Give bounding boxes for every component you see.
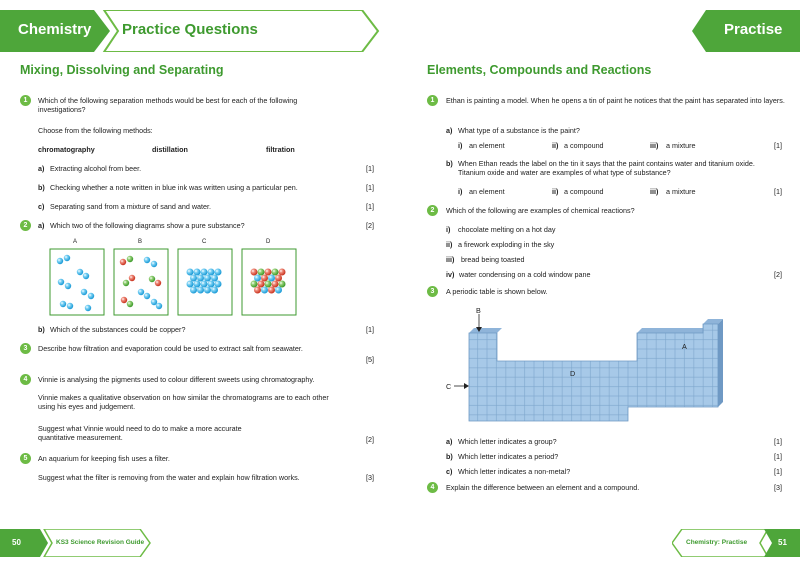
diagram-c (178, 249, 232, 315)
part-label: a) (38, 221, 45, 230)
part-text: Which two of the following diagrams show a pure substance? (50, 221, 245, 230)
diagram-d (242, 249, 296, 315)
question-text: Explain the difference between an element and a compound. (446, 483, 640, 492)
question-number: 5 (20, 453, 31, 464)
practise-tab-label: Practise (724, 21, 783, 38)
option-label: i) (458, 141, 463, 150)
left-section-heading: Mixing, Dissolving and Separating (20, 63, 224, 77)
marks: [1] (774, 467, 782, 476)
option-label: ii) (552, 187, 559, 196)
marks: [1] (366, 183, 374, 192)
part-label: a) (38, 164, 45, 173)
part-text: Separating sand from a mixture of sand and water. (50, 202, 212, 211)
diagram-label-b: B (138, 239, 143, 245)
part-text: Which letter indicates a non-metal? (458, 467, 571, 476)
part-text: Checking whether a note written in blue ink was written using a particular pen. (50, 183, 298, 192)
question-number: 3 (20, 343, 31, 354)
marks: [1] (774, 452, 782, 461)
marks: [3] (366, 473, 374, 482)
question-text: Vinnie is analysing the pigments used to colour different sweets using chromatography. (38, 375, 315, 384)
option-label: iii) (650, 187, 659, 196)
question-text: Suggest what Vinnie would need to do to make a more accurate quantitative measurement. (38, 424, 242, 442)
marks: [1] (774, 141, 782, 150)
method-option: filtration (266, 145, 295, 154)
part-text: Which of the substances could be copper? (50, 325, 186, 334)
marks: [5] (366, 355, 374, 364)
part-label: b) (38, 325, 45, 334)
marks: [1] (366, 164, 374, 173)
option-text: an element (469, 141, 505, 150)
item-label: i) (446, 225, 451, 234)
part-label: b) (446, 159, 453, 168)
question-number: 2 (427, 205, 438, 216)
diagram-label-a: A (73, 239, 78, 245)
question-number: 1 (427, 95, 438, 106)
question-number: 3 (427, 286, 438, 297)
option-label: iii) (650, 141, 659, 150)
part-text: Extracting alcohol from beer. (50, 164, 142, 173)
particle-diagrams (48, 248, 298, 318)
page-number: 50 (12, 538, 21, 547)
table-label-d: D (570, 369, 576, 378)
item-text: bread being toasted (461, 255, 525, 264)
table-label-b: B (476, 306, 481, 315)
subject-label: Chemistry (18, 21, 92, 38)
part-label: b) (38, 183, 45, 192)
part-label: a) (446, 126, 453, 135)
part-text: When Ethan reads the label on the tin it says that the paint contains water and titanium oxide. Titanium oxide and water are examples of what type of substance? (458, 159, 755, 177)
item-label: iii) (446, 255, 455, 264)
marks: [1] (366, 202, 374, 211)
diagram-a (50, 249, 104, 315)
method-option: distillation (152, 145, 188, 154)
marks: [2] (366, 221, 374, 230)
part-label: b) (446, 452, 453, 461)
option-text: an element (469, 187, 505, 196)
diagram-b (114, 249, 168, 315)
page-number: 51 (778, 538, 787, 547)
item-label: iv) (446, 270, 455, 279)
option-text: a mixture (666, 187, 696, 196)
table-label-a: A (682, 342, 687, 351)
part-text: Which letter indicates a period? (458, 452, 559, 461)
marks: [1] (774, 187, 782, 196)
option-text: a compound (564, 141, 604, 150)
question-text: A periodic table is shown below. (446, 287, 548, 296)
right-section-heading: Elements, Compounds and Reactions (427, 63, 652, 77)
footer-section-title: Chemistry: Practise (686, 539, 748, 546)
question-number: 1 (20, 95, 31, 106)
item-label: ii) (446, 240, 453, 249)
question-text: Suggest what the filter is removing from the water and explain how filtration works. (38, 473, 300, 482)
marks: [2] (774, 270, 782, 279)
item-text: water condensing on a cold window pane (459, 270, 591, 279)
question-number: 2 (20, 220, 31, 231)
question-text: Which of the following are examples of chemical reactions? (446, 206, 635, 215)
item-text: a firework exploding in the sky (458, 240, 555, 249)
item-text: chocolate melting on a hot day (458, 225, 556, 234)
marks: [3] (774, 483, 782, 492)
question-number: 4 (427, 482, 438, 493)
question-text: Which of the following separation methods would be best for each of the following investigations? (38, 96, 298, 114)
question-text: Ethan is painting a model. When he opens a tin of paint he notices that the paint has separated into layers. (446, 96, 785, 105)
option-text: a mixture (666, 141, 696, 150)
diagram-label-d: D (266, 239, 271, 245)
question-number: 4 (20, 374, 31, 385)
marks: [1] (366, 325, 374, 334)
part-label: a) (446, 437, 453, 446)
question-text: An aquarium for keeping fish uses a filter. (38, 454, 170, 463)
option-label: i) (458, 187, 463, 196)
page-title: Practice Questions (122, 21, 258, 38)
table-label-c: C (446, 382, 452, 391)
part-label: c) (446, 467, 453, 476)
marks: [2] (366, 435, 374, 444)
marks: [1] (774, 437, 782, 446)
part-label: c) (38, 202, 45, 211)
question-text: Describe how filtration and evaporation could be used to extract salt from seawater. (38, 344, 303, 353)
part-text: What type of a substance is the paint? (458, 126, 580, 135)
instruction-text: Choose from the following methods: (38, 126, 153, 135)
question-text: Vinnie makes a qualitative observation on how similar the chromatograms are to each other using his eyes and judgement. (38, 393, 329, 411)
part-text: Which letter indicates a group? (458, 437, 557, 446)
option-text: a compound (564, 187, 604, 196)
method-option: chromatography (38, 145, 95, 154)
periodic-table (440, 302, 740, 432)
diagram-label-c: C (202, 239, 207, 245)
option-label: ii) (552, 141, 559, 150)
footer-book-title: KS3 Science Revision Guide (56, 539, 145, 546)
